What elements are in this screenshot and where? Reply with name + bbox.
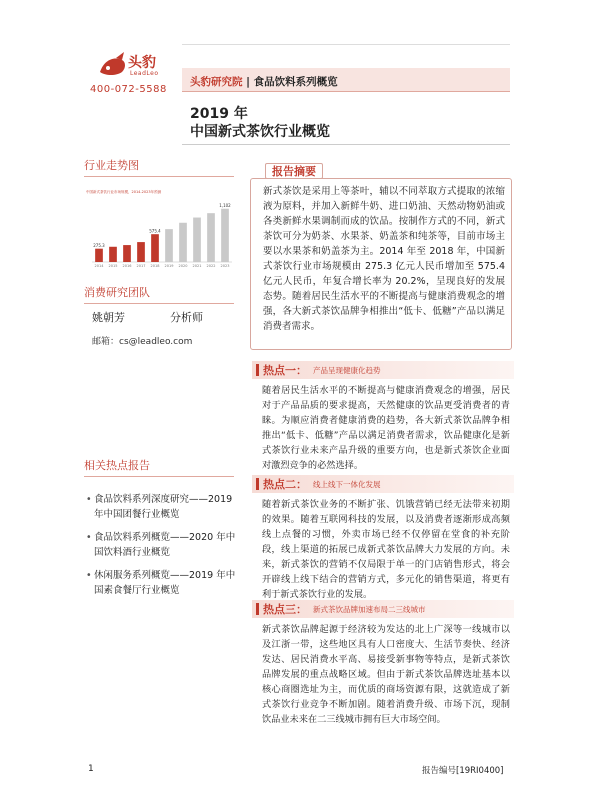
hotspot-marker [256, 603, 259, 615]
hotspot-subtitle: 线上线下一体化发展 [313, 479, 381, 489]
related-report-item[interactable]: • 食品饮料系列深度研究——2019 年中国团餐行业概览 [86, 492, 236, 522]
page-number: 1 [88, 764, 94, 774]
chart-bar [221, 209, 229, 262]
analyst-name: 姚朝芳 [92, 311, 125, 324]
hotspot-subtitle: 产品呈现健康化趋势 [313, 365, 381, 375]
chart-bar [165, 229, 173, 262]
chart-bar [207, 213, 215, 262]
related-report-list [86, 492, 236, 606]
analyst-role: 分析师 [170, 311, 203, 324]
chart-category-label: 2014 [94, 264, 104, 268]
series-label [190, 74, 338, 89]
chart-value-label: 275.3 [93, 243, 105, 249]
chart-value-label: 1,102 [219, 203, 231, 209]
logo-text: 头豹 [128, 55, 156, 71]
document-title: 中国新式茶饮行业概览 [190, 124, 330, 140]
hotspot-key: 热点三： [263, 603, 307, 616]
hotspot-3-text: 新式茶饮品牌起源于经济较为发达的北上广深等一线城市以及江浙一带，这些地区具有人口密度大、生活节奏快、经济发达、居民消费水平高、易接受新事物等特点，是新式茶饮品牌发展的重点战略区域。但由于新式茶饮品牌选址基本以核心商圈选址为主，而优质的商场资源有限，这就造成了新式茶饮行业竞争不断加剧。随着消费升级、市场下沉，现制饮品业未来在二三线城市拥有巨大市场空间。 [262, 624, 510, 725]
title-divider [182, 144, 510, 145]
team-heading: 消费研究团队 [84, 284, 234, 304]
chart-bar [179, 223, 187, 262]
chart-category-label: 2018 [150, 264, 160, 268]
chart-bar [95, 249, 103, 262]
chart-category-label: 2017 [136, 264, 146, 268]
brand-name: 头豹研究院 [190, 76, 243, 88]
hotspot-2-text: 随着新式茶饮业务的不断扩张、饥饿营销已经无法带来初期的效果。随着互联网科技的发展，以及消费者逐渐形成高频线上点餐的习惯，外卖市场已经不仅停留在堂食的补充阶段，线上渠道的拓展已成新式茶饮品牌大力发展的方向。未来，新式茶饮的营销不仅局限于单一的门店销售形式，将会开辟线上线下结合的营销方式，多元化的销售渠道，将更有利于新式茶饮行业的发展。 [262, 499, 510, 600]
related-report-item[interactable]: • 食品饮料系列概览——2020 年中国饮料酒行业概览 [86, 530, 236, 560]
trend-mini-chart [86, 190, 236, 270]
logo-subtext: LeadLeo [130, 70, 159, 77]
chart-category-label: 2023 [220, 264, 230, 268]
chart-bar [137, 242, 145, 262]
series-separator: | [246, 76, 250, 88]
chart-category-label: 2015 [108, 264, 118, 268]
chart-category-label: 2019 [164, 264, 174, 268]
related-heading: 相关热点报告 [84, 457, 234, 477]
chart-bar [123, 245, 131, 262]
hotspot-key: 热点一： [263, 364, 307, 377]
summary-tab: 报告摘要 [265, 163, 323, 179]
hotspot-1-text: 随着居民生活水平的不断提高与健康消费观念的增强，居民对于产品品质的要求提高，天然健康的饮品更受消费者的青睐。为顺应消费者健康消费的趋势，各大新式茶饮品牌争相推出“低卡、低糖”产品以满足消费者需求，饮品健康化是新式茶饮行业未来产品升级的重要方向，也是新式茶饮企业面对激烈竞争的必然选择。 [262, 385, 510, 471]
chart-category-label: 2020 [178, 264, 188, 268]
summary-text: 新式茶饮是采用上等茶叶，辅以不同萃取方式提取的浓缩液为原料，并加入新鲜牛奶、进口奶油、天然动物奶油或各类新鲜水果调制而成的饮品。按制作方式的不同，新式茶饮可分为奶茶、水果茶、奶盖茶和纯茶等，目前市场主要以水果茶和奶盖茶为主。2014 年至 2018 年，中国新式茶饮行业市场规模由 275.3 亿元人民币增加至 575.4 亿元人民币，年复合增长率为 20.2%，呈现良好的发展态势。随着居民生活水平的不断提高与健康消费观念的增强，各大新式茶饮品牌争相推出“低卡、低糖”产品以满足消费者需求。 [263, 186, 505, 332]
series-name: 食品饮料系列概览 [253, 76, 338, 88]
hotspot-3-heading [252, 600, 514, 618]
hotspot-marker [256, 364, 259, 376]
chart-category-label: 2016 [122, 264, 132, 268]
hotspot-2-heading [252, 475, 514, 493]
document-year: 2019 年 [190, 106, 248, 122]
chart-bar [193, 218, 201, 262]
hotspot-subtitle: 新式茶饮品牌加速布局二三线城市 [313, 604, 426, 614]
analyst-email: 邮箱：cs@leadleo.com [92, 337, 193, 347]
top-divider [182, 44, 510, 45]
trend-heading: 行业走势图 [84, 157, 234, 177]
report-code: 报告编号[19RI0400] [422, 766, 504, 776]
phone-number: 400-072-5588 [90, 84, 167, 95]
hotspot-1-heading [252, 361, 514, 379]
chart-value-label: 575.4 [149, 228, 161, 234]
hotspot-key: 热点二： [263, 478, 307, 491]
chart-bar [151, 234, 159, 262]
related-report-item[interactable]: • 休闲服务系列概览——2019 年中国素食餐厅行业概览 [86, 568, 236, 598]
mini-chart-title: 中国新式茶饮行业市场规模，2014-2023年预测 [86, 190, 162, 194]
chart-category-label: 2021 [192, 264, 202, 268]
chart-bar [109, 247, 117, 262]
chart-category-label: 2022 [206, 264, 216, 268]
hotspot-marker [256, 478, 259, 490]
